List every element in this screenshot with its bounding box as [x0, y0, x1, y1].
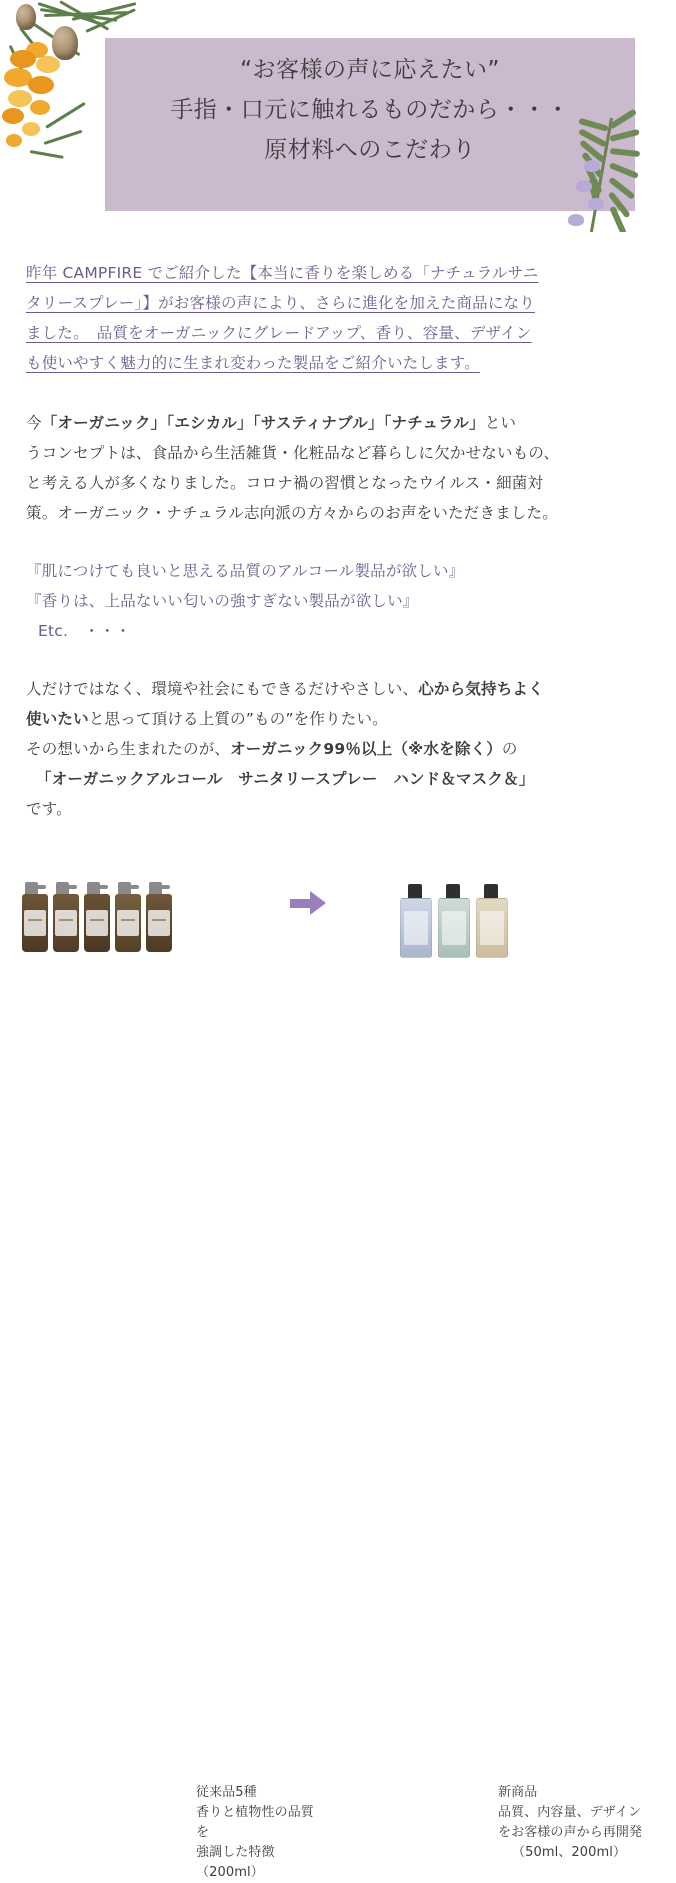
lavender-bud-icon — [588, 198, 604, 210]
customer-quotes — [0, 556, 676, 646]
new-product-caption — [498, 1783, 676, 1863]
article-body — [0, 232, 676, 824]
old-caption-line-1: 従来品5種 — [196, 1785, 257, 1800]
pinecone-icon — [16, 4, 36, 30]
mission-line-5: です。 — [26, 800, 72, 818]
mission-line-1 — [26, 674, 650, 704]
new-bottle — [476, 884, 506, 958]
lavender-bud-icon — [568, 214, 584, 226]
intro-line-4: も使いやすく魅力的に生まれ変わった製品をご紹介いたします。 — [26, 354, 480, 372]
old-caption-line-3: 強調した特徴（200ml） — [196, 1845, 275, 1880]
new-caption-line-1: 新商品 — [498, 1785, 538, 1800]
concept-line-1: 今「オーガニック」「エシカル」「サスティナブル」「ナチュラル」とい — [26, 414, 517, 432]
term-ethical: 「エシカル」 — [166, 414, 253, 432]
new-bottle — [438, 884, 468, 958]
concept-line-4: 策。オーガニック・ナチュラル志向派の方々からのお声をいただきました。 — [26, 504, 558, 522]
quote-line-2: 『香りは、上品ないい匂いの強すぎない製品が欲しい』 — [26, 592, 419, 610]
lavender-bud-icon — [576, 180, 592, 192]
spray-nozzle-icon — [126, 885, 139, 889]
mission-line-2-bold: 使いたい — [26, 710, 89, 728]
mission-line-1-bold: 心から気持ちよく — [418, 680, 544, 698]
term-organic: 「オーガニック」 — [41, 414, 167, 432]
spray-nozzle-icon — [33, 885, 46, 889]
spray-nozzle-icon — [95, 885, 108, 889]
hero-line-2: 手指・口元に触れるものだから・・・ — [170, 97, 570, 123]
product-comparison — [0, 880, 676, 1880]
quote-line-1: 『肌につけても良いと思える品質のアルコール製品が欲しい』 — [26, 562, 465, 580]
new-caption-line-4: （50ml、200ml） — [512, 1845, 627, 1860]
spray-nozzle-icon — [64, 885, 77, 889]
hero-banner — [0, 0, 676, 232]
old-product-caption — [196, 1783, 316, 1883]
old-bottle — [146, 882, 172, 952]
concept-line-2: うコンセプトは、食品から生活雑貨・化粧品など暮らしに欠かせないもの、 — [26, 444, 560, 462]
spray-nozzle-icon — [157, 885, 170, 889]
mission-line-1-plain: 人だけではなく、環境や社会にもできるだけやさしい、 — [26, 680, 419, 698]
sprayer-cap-icon — [484, 884, 498, 898]
mission-line-2-plain: と思って頂ける上質の”もの”を作りたい。 — [88, 710, 388, 728]
new-caption-line-3: をお客様の声から再開発 — [498, 1825, 643, 1840]
old-product-lineup — [22, 882, 172, 952]
mission-line-3-tail: の — [501, 740, 518, 758]
sprayer-cap-icon — [446, 884, 460, 898]
old-bottle — [115, 882, 141, 952]
hero-line-1: “お客様の声に応えたい” — [240, 57, 500, 83]
hero-line-3: 原材料へのこだわり — [264, 137, 476, 163]
old-bottle — [53, 882, 79, 952]
mission-line-3-plain: その想いから生まれたのが、 — [26, 740, 231, 758]
concept-line-3: と考える人が多くなりました。コロナ禍の習慣となったウイルス・細菌対 — [26, 474, 544, 492]
mission-line-2 — [26, 704, 650, 734]
arrow-right-icon — [290, 890, 330, 920]
new-bottle — [400, 884, 430, 958]
intro-line-2: タリースプレー」】がお客様の声により、さらに進化を加えた商品になり — [26, 294, 535, 312]
term-natural: 「ナチュラル」 — [383, 414, 485, 432]
intro-line-3: ました。 品質をオーガニックにグレードアップ、香り、容量、デザイン — [26, 324, 532, 342]
new-caption-line-2: 品質、内容量、デザイン — [498, 1805, 642, 1820]
mission-line-3 — [26, 734, 650, 764]
mission-line-3-bold: オーガニック99％以上（※水を除く） — [230, 740, 502, 758]
paragraph-concept — [0, 408, 676, 528]
old-bottle — [22, 882, 48, 952]
sprayer-cap-icon — [408, 884, 422, 898]
hero-title — [105, 50, 635, 170]
new-product-lineup — [400, 884, 506, 958]
yellow-flower-decoration — [0, 38, 120, 170]
product-name-line: 「オーガニックアルコール サニタリースプレー ハンド＆マスク＆」 — [36, 770, 535, 788]
old-caption-line-2: 香りと植物性の品質を — [196, 1805, 314, 1840]
old-bottle — [84, 882, 110, 952]
quote-etc: Etc. ・・・ — [38, 622, 131, 640]
intro-line-1: 昨年 CAMPFIRE でご紹介した【本当に香りを楽しめる「ナチュラルサニ — [26, 264, 539, 282]
paragraph-mission — [0, 674, 676, 824]
paragraph-intro — [0, 258, 676, 378]
term-sustainable: 「サスティナブル」 — [252, 414, 384, 432]
